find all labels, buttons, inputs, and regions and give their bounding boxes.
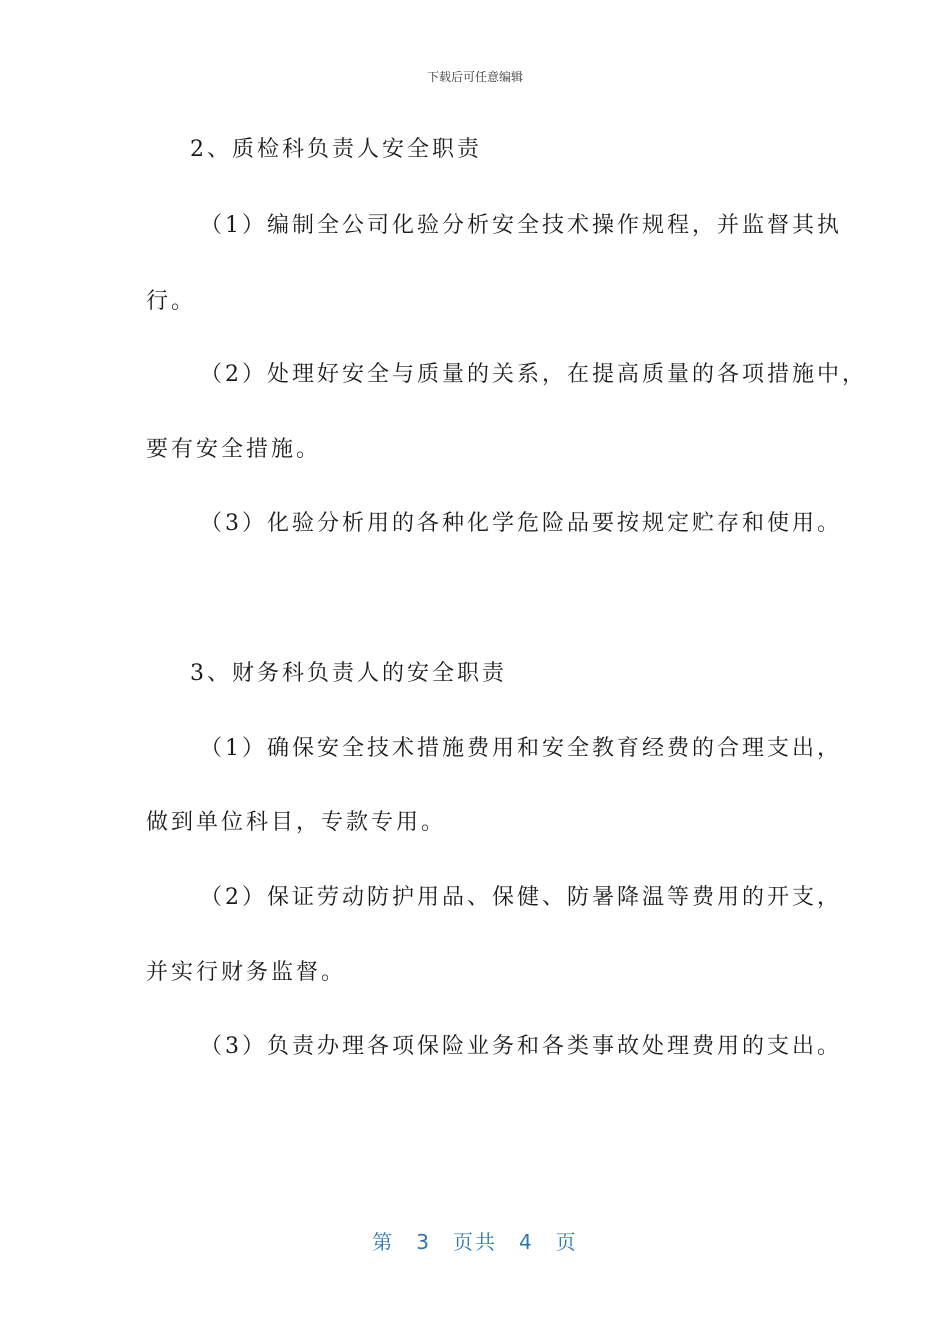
footer-total-pages: 4	[519, 1230, 534, 1254]
section-3-item-1-line-1: （1）确保安全技术措施费用和安全教育经费的合理支出，	[200, 736, 842, 761]
section-2-item-2-line-2: 要有安全措施。	[146, 437, 322, 462]
section-2-item-1-line-1: （1）编制全公司化验分析安全技术操作规程，并监督其执	[200, 213, 842, 238]
section-2-item-3-line-1: （3）化验分析用的各种化学危险品要按规定贮存和使用。	[200, 511, 842, 536]
section-2-item-2-line-1: （2）处理好安全与质量的关系，在提高质量的各项措施中，	[200, 362, 867, 387]
section-3-item-2-line-1: （2）保证劳动防护用品、保健、防暑降温等费用的开支，	[200, 885, 842, 910]
page-number-footer	[0, 1226, 950, 1255]
footer-prefix: 第	[372, 1230, 395, 1254]
section-3-item-1-line-2: 做到单位科目，专款专用。	[146, 810, 447, 835]
footer-middle: 页共	[453, 1230, 497, 1254]
section-2-item-1-line-2: 行。	[146, 289, 197, 314]
section-3-item-3-line-1: （3）负责办理各项保险业务和各类事故处理费用的支出。	[200, 1034, 842, 1059]
section-3-item-2-line-2: 并实行财务监督。	[146, 960, 347, 985]
section-2-heading: 2、质检科负责人安全职责	[190, 137, 482, 162]
section-3-heading: 3、财务科负责人的安全职责	[190, 661, 507, 686]
footer-current-page: 3	[416, 1230, 431, 1254]
footer-suffix: 页	[555, 1230, 578, 1254]
header-note: 下载后可任意编辑	[426, 70, 523, 84]
